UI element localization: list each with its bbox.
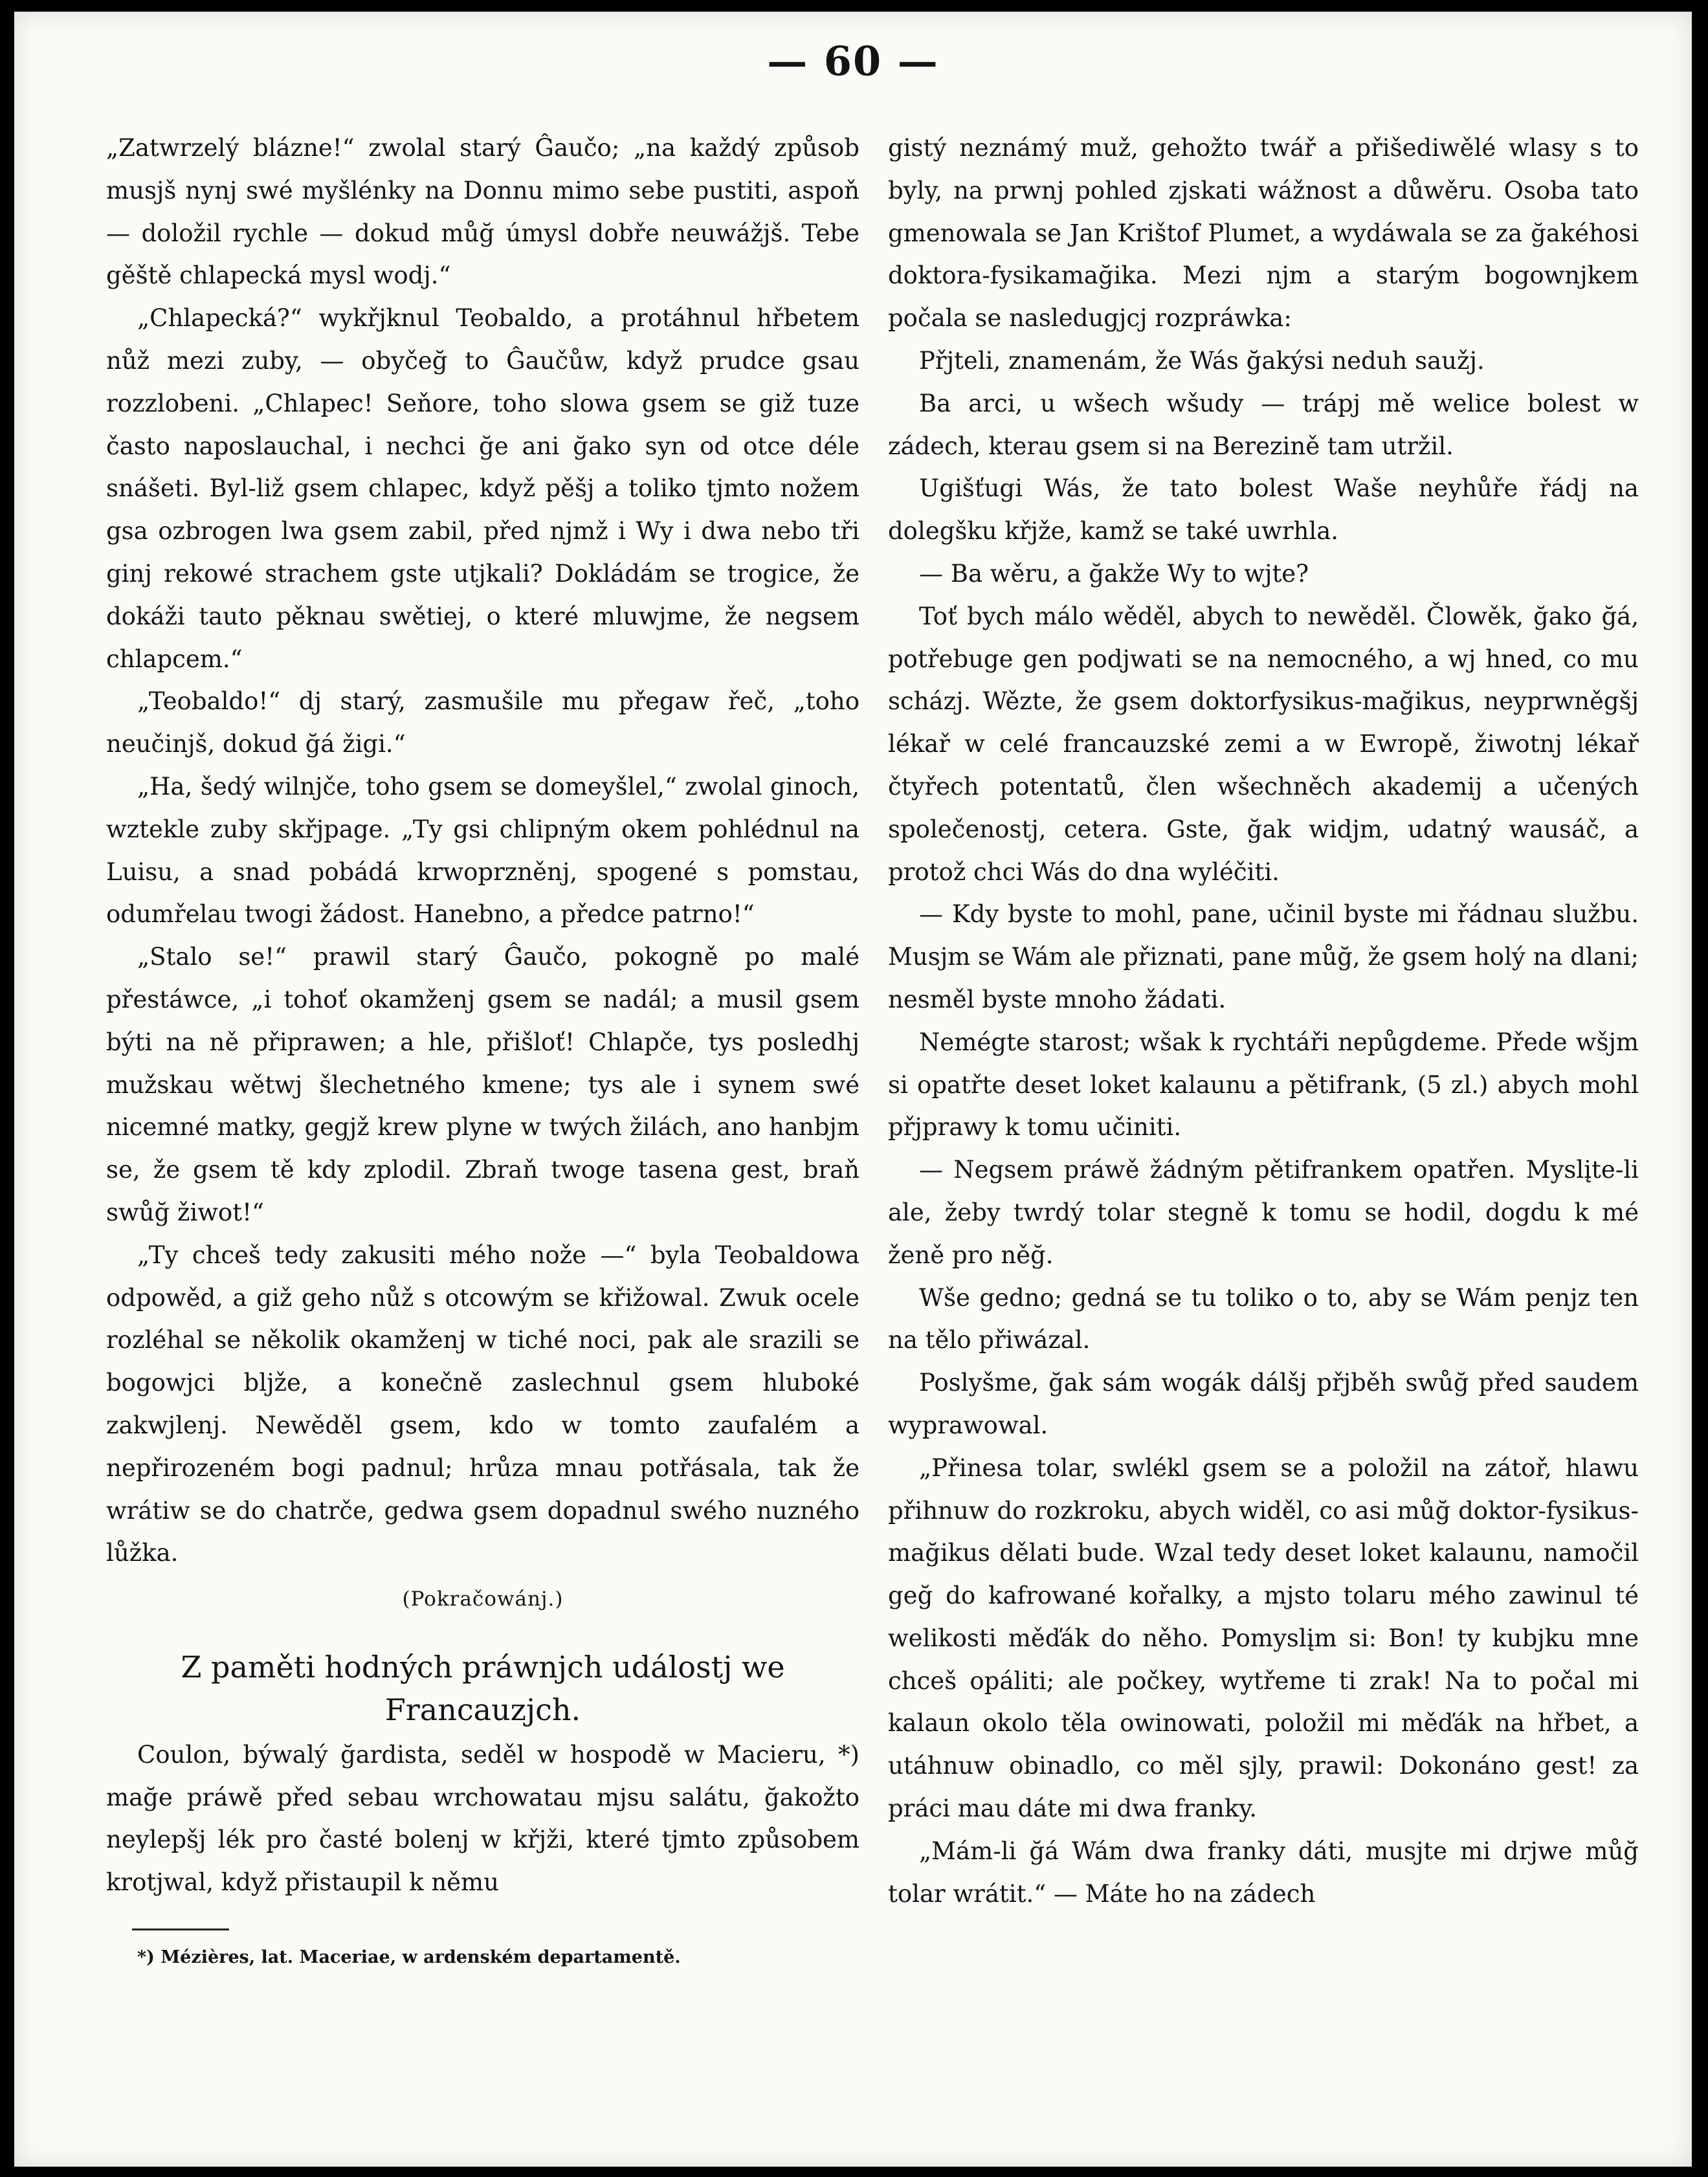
paragraph: „Zatwrzelý blázne!“ zwolal starý Ĝaučo; „na každý způsob musjš nynj swé myšlénky na Donnu mimo sebe pustiti, aspoň — doložil rychle — dokud můğ úmysl dobře neuwážjš. Tebe gěště chlapecká mysl wodj.“ <box>106 134 860 290</box>
paragraph: Přjteli, znamenám, že Wás ğakýsi neduh saužj. <box>919 346 1485 375</box>
paragraph: Coulon, býwalý ğardista, seděl w hospodě w Macieru, *) mağe práwě před sebau wrchowatau mjsu salátu, ğakožto neylepšj lék pro časté bolenj w křjži, které tjmto způsobem krotjwal, když přistaupil k němu <box>106 1740 860 1897</box>
paragraph: — Ba wěru, a ğakže Wy to wjte? <box>919 559 1309 588</box>
paragraph: „Teobaldo!“ dj starý, zasmušile mu přegaw řeč, „toho neučinjš, dokud ğá žigi.“ <box>106 687 860 758</box>
footnote-rule <box>132 1928 229 1930</box>
paragraph: „Mám-li ğá Wám dwa franky dáti, musjte mi drjwe můğ tolar wrátit.“ — Máte ho na zádech <box>888 1837 1639 1908</box>
footnote: *) Mézières, lat. Maceriae, w ardenském departamentě. <box>137 1947 681 1968</box>
paragraph: „Stalo se!“ prawil starý Ĝaučo, pokogně po malé přestáwce, „i tohoť okamženj gsem se nadál; a musil gsem býti na ně připrawen; a hle, přišloť! Chlapče, tys posledhj mužskau wětwj šlechetného kmene; tys ale i synem swé nicemné matky, gegjž krew plyne w twých žilách, ano hanbjm se, že gsem tě kdy zplodil. Zbraň twoge tasena gest, braň swůğ žiwot!“ <box>106 943 860 1226</box>
paragraph: „Chlapecká?“ wykřjknul Teobaldo, a protáhnul hřbetem nůž mezi zuby, — obyčeğ to Ĝaučůw, když prudce gsau rozzlobeni. „Chlapec! Seňore, toho slowa gsem se giž tuze často naposlauchal, i nechci ğe ani ğako syn od otce déle snášeti. Byl-liž gsem chlapec, když pěšj a toliko tjmto nožem gsa ozbrogen lwa gsem zabil, před njmž i Wy i dwa nebo tři ginj rekowé strachem gste utjkali? Dokládám se trogice, že dokáži tauto pěknau swětiej, o které mluwjme, že negsem chlapcem.“ <box>106 304 860 673</box>
paragraph: Wše gedno; gedná se tu toliko o to, aby se Wám penjz ten na tělo přiwázal. <box>888 1283 1639 1354</box>
right-column <box>888 127 1639 1915</box>
page-number: — 60 — <box>767 38 939 85</box>
paragraph: gistý neznámý muž, gehožto twář a přišediwělé wlasy s to byly, na prwnj pohled zjskati wážnost a důwěru. Osoba tato gmenowala se Jan Krištof Plumet, a wydáwala se za ğakéhosi doktora-fysikamağika. Mezi njm a starým bogownjkem počala se nasledugjcj rozpráwka: <box>888 134 1639 333</box>
section-heading: Z paměti hodných práwnjch událostj we Francauzjch. <box>181 1649 785 1727</box>
paragraph: „Ha, šedý wilnjče, toho gsem se domeyšlel,“ zwolal ginoch, wztekle zuby skřjpage. „Ty gsi chlipným okem pohlédnul na Luisu, a snad pobádá krwoprzněnj, spogené s pomstau, odumřelau twogi žádost. Hanebno, a předce patrno!“ <box>106 772 860 929</box>
paragraph: „Ty chceš tedy zakusiti mého nože —“ byla Teobaldowa odpowěd, a giž geho nůž s otcowým se křižowal. Zwuk ocele rozléhal se několik okamženj w tiché noci, pak ale srazili se bogowjci bljže, a konečně zaslechnul gsem hluboké zakwjlenj. Newěděl gsem, kdo w tomto zaufalém a nepřirozeném bogi padnul; hrůza mnau potřásala, tak že wrátiw se do chatrče, gedwa gsem dopadnul swého nuzného lůžka. <box>106 1241 860 1567</box>
paragraph: Toť bych málo wěděl, abych to newěděl. Člowěk, ğako ğá, potřebuge gen podjwati se na nemocného, a wj hned, co mu scházj. Wězte, že gsem doktorfysikus-mağikus, neyprwněgšj lékař w celé francauzské zemi a w Ewropě, žiwotnj lékař čtyřech potentatů, člen wšechněch akademij a učených společenostj, cetera. Gste, ğak widjm, udatný wausáč, a protož chci Wás do dna wyléčiti. <box>888 602 1639 886</box>
paragraph: Ugišťugi Wás, že tato bolest Waše neyhůře řádj na dolegšku křjže, kamž se také uwrhla. <box>888 474 1639 546</box>
paragraph: Poslyšme, ğak sám wogák dálšj přjběh swůğ před saudem wyprawowal. <box>888 1369 1639 1439</box>
paragraph: — Negsem práwě žádným pětifrankem opatřen. Myslįte-li ale, žeby twrdý tolar stegně k tomu se hodil, dogdu k mé ženě pro něğ. <box>888 1156 1639 1269</box>
paragraph: Ba arci, u wšech wšudy — trápj mě welice bolest w zádech, kterau gsem si na Berezině tam utržil. <box>888 389 1639 460</box>
continued-note: (Pokračowánj.) <box>402 1587 564 1611</box>
paragraph: — Kdy byste to mohl, pane, učinil byste mi řádnau službu. Musjm se Wám ale přiznati, pane můğ, že gsem holý na dlani; nesměl byste mnoho žádati. <box>888 900 1639 1013</box>
book-page <box>14 12 1692 2167</box>
paragraph: Nemégte starost; wšak k rychtáři nepůgdeme. Přede wšjm si opatřte deset loket kalaunu a pětifrank, (5 zl.) abych mohl přjprawy k tomu učiniti. <box>888 1028 1639 1142</box>
paragraph: „Přinesa tolar, swlékl gsem se a položil na zátoř, hlawu přihnuw do rozkroku, abych widěl, co asi můğ doktor-fysikus-mağikus dělati bude. Wzal tedy deset loket kalaunu, namočil geğ do kafrowané kořalky, a mjsto tolaru mého zawinul té welikosti měďák do něho. Pomyslįm si: Bon! ty kubjku mne chceš opáliti; ale počkey, wytřeme ti zrak! Na to počal mi kalaun okolo těla owinowati, položil mi měďák na hřbet, a utáhnuw obinadlo, co měl sjly, prawil: Dokonáno gest! za práci mau dáte mi dwa franky. <box>888 1453 1639 1823</box>
left-column <box>106 127 860 1971</box>
